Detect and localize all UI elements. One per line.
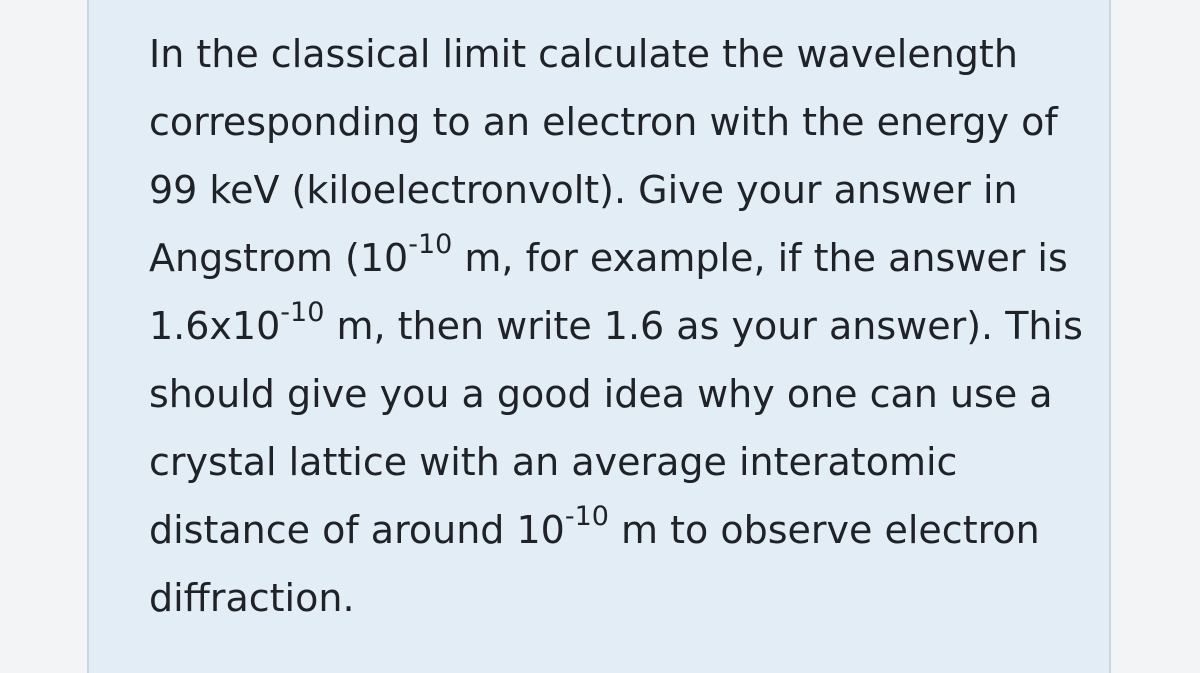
- exponent-1: -10: [408, 229, 453, 261]
- exponent-3: -10: [564, 501, 609, 533]
- exponent-2: -10: [280, 297, 325, 329]
- question-text-part-2: m, for example, if the answer is 1.6x10: [149, 236, 1068, 348]
- question-text: [149, 20, 1089, 632]
- question-card: [87, 0, 1111, 673]
- question-text-part-4: m to observe electron diffraction.: [149, 508, 1040, 620]
- question-text-part-1: In the classical limit calculate the wavelength corresponding to an electron with the energy of 99 keV (kiloelectronvolt). Give your answer in Angstrom (10: [149, 32, 1058, 280]
- question-text-part-3: m, then write 1.6 as your answer). This should give you a good idea why one can use a crystal lattice with an average interatomic distance of around 10: [149, 304, 1083, 552]
